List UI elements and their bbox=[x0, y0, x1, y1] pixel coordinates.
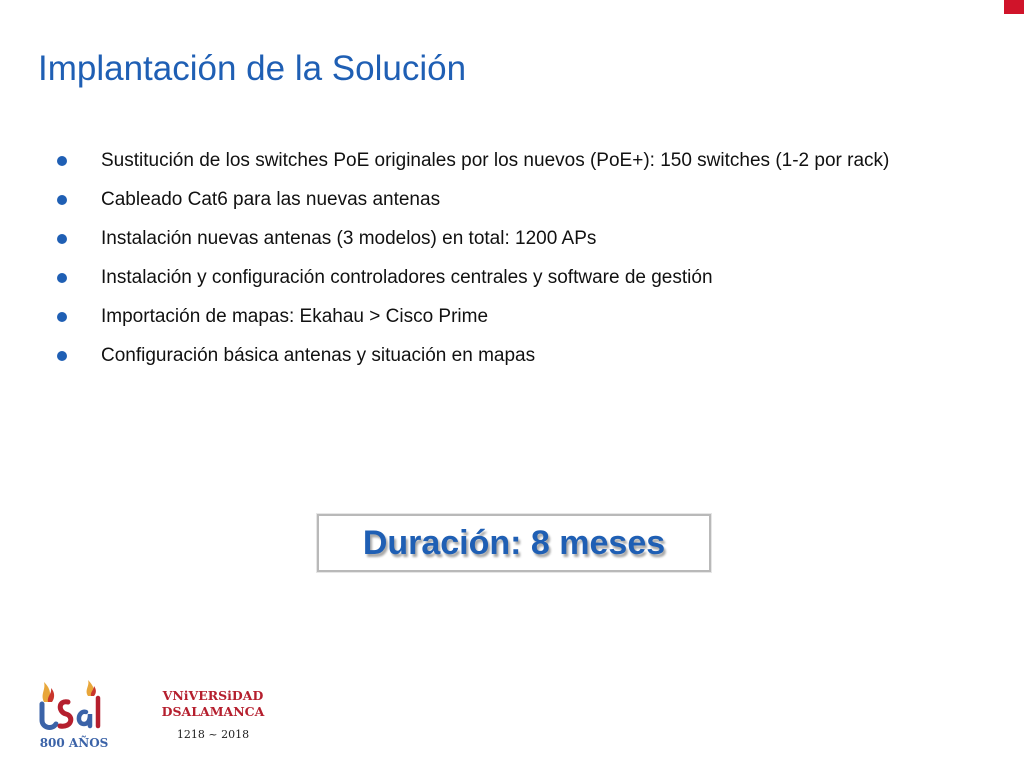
logo-univ-years: 1218 ~ 2018 bbox=[176, 728, 250, 741]
bullet-text: Importación de mapas: Ekahau > Cisco Prime bbox=[101, 306, 489, 327]
bullet-text: Configuración básica antenas y situación en mapas bbox=[101, 345, 536, 366]
bullet-text: Instalación y configuración controladores centrales y software de gestión bbox=[101, 267, 713, 288]
bullet-dot-icon bbox=[57, 312, 67, 322]
bullet-item bbox=[56, 304, 956, 329]
duration-callout bbox=[317, 514, 711, 572]
usal-800-anos-logo bbox=[34, 680, 114, 752]
bullet-item bbox=[56, 148, 956, 173]
bullet-dot-icon bbox=[57, 351, 67, 361]
bullet-item bbox=[56, 226, 956, 251]
bullet-list bbox=[56, 148, 956, 382]
slide-title: Implantación de la Solución bbox=[38, 49, 467, 88]
logo-univ-line1: VNiVERSiDAD bbox=[162, 688, 264, 703]
duration-text: Duración: 8 meses bbox=[362, 523, 666, 562]
bullet-text: Sustitución de los switches PoE originales por los nuevos (PoE+): 150 switches (1-2 por rack) bbox=[101, 150, 890, 171]
logo-univ-line2: DSALAMANCA bbox=[161, 704, 265, 719]
corner-accent-mark bbox=[1004, 0, 1024, 14]
bullet-dot-icon bbox=[57, 195, 67, 205]
bullet-text: Cableado Cat6 para las nuevas antenas bbox=[101, 189, 441, 210]
bullet-dot-icon bbox=[57, 273, 67, 283]
universidad-de-salamanca-logo bbox=[158, 686, 268, 746]
bullet-item bbox=[56, 343, 956, 368]
bullet-item bbox=[56, 187, 956, 212]
bullet-item bbox=[56, 265, 956, 290]
bullet-text: Instalación nuevas antenas (3 modelos) en total: 1200 APs bbox=[101, 228, 597, 249]
bullet-dot-icon bbox=[57, 234, 67, 244]
bullet-dot-icon bbox=[57, 156, 67, 166]
logo-800-text: 800 AÑOS bbox=[39, 736, 109, 750]
